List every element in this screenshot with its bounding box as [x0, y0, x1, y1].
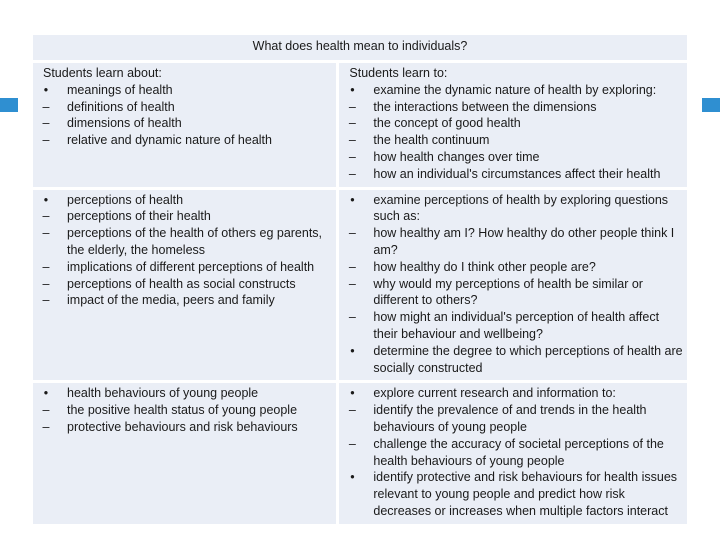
left-list-row-1: [39, 82, 332, 149]
list-item-text: identify protective and risk behaviours for health issues relevant to young people and predict how risk decreases or increases when multiple factors interact: [373, 470, 678, 518]
list-item: [345, 385, 683, 402]
list-item-text: the concept of good health: [373, 116, 521, 131]
dash-marker: –: [42, 133, 50, 148]
list-item-text: the health continuum: [373, 133, 490, 148]
list-item: [345, 82, 683, 99]
list-item-text: definitions of health: [67, 99, 175, 114]
accent-bar-left: [0, 98, 18, 112]
dash-marker: –: [42, 226, 50, 241]
list-item: [345, 276, 683, 310]
bullet-marker: •: [43, 386, 49, 401]
left-column-heading: Students learn about:: [43, 66, 162, 80]
accent-bar-right: [702, 98, 720, 112]
list-item-text: challenge the accuracy of societal perceptions of the health behaviours of young people: [373, 436, 664, 468]
list-item-text: examine the dynamic nature of health by exploring:: [373, 82, 657, 97]
left-list-row-3: [39, 385, 332, 435]
dash-marker: –: [348, 436, 356, 451]
syllabus-table: [30, 32, 690, 527]
bullet-marker: •: [350, 82, 355, 97]
dash-marker: –: [348, 276, 356, 291]
right-list-row-3: [345, 385, 683, 519]
list-item-text: explore current research and information to:: [373, 386, 616, 401]
list-item: [39, 419, 332, 436]
list-item: [345, 402, 683, 436]
dash-marker: –: [42, 209, 50, 224]
dash-marker: –: [348, 310, 356, 325]
right-list-row-2: [345, 192, 683, 377]
bullet-marker: •: [43, 192, 49, 207]
right-cell-row-3: [339, 383, 687, 523]
list-item: [345, 343, 683, 377]
dash-marker: –: [42, 419, 50, 434]
list-item: [345, 469, 683, 519]
dash-marker: –: [348, 226, 356, 241]
left-cell-row-1: [33, 63, 336, 187]
dash-marker: –: [42, 99, 50, 114]
list-item: [39, 385, 332, 402]
left-cell-row-3: [33, 383, 336, 523]
list-item: [345, 99, 683, 116]
list-item-text: the positive health status of young people: [67, 403, 298, 418]
list-item-text: meanings of health: [67, 82, 173, 97]
list-item: [39, 99, 332, 116]
list-item-text: relative and dynamic nature of health: [67, 133, 272, 148]
list-item-text: impact of the media, peers and family: [67, 293, 275, 308]
table-title: What does health mean to individuals?: [33, 35, 687, 60]
dash-marker: –: [348, 403, 356, 418]
right-cell-row-1: [339, 63, 687, 187]
dash-marker: –: [42, 276, 50, 291]
list-item: [345, 149, 683, 166]
dash-marker: –: [348, 99, 356, 114]
list-item-text: determine the degree to which perceptions of health are socially constructed: [373, 343, 683, 375]
dash-marker: –: [348, 133, 356, 148]
list-item: [345, 225, 683, 259]
list-item: [39, 276, 332, 293]
list-item-text: perceptions of the health of others eg parents, the elderly, the homeless: [67, 226, 323, 257]
dash-marker: –: [42, 259, 50, 274]
list-item-text: how healthy do I think other people are?: [373, 259, 596, 274]
list-item-text: perceptions of health as social constructs: [67, 276, 296, 291]
list-item-text: why would my perceptions of health be similar or different to others?: [373, 276, 643, 308]
dash-marker: –: [42, 116, 50, 131]
list-item-text: identify the prevalence of and trends in the health behaviours of young people: [373, 403, 647, 434]
list-item: [39, 259, 332, 276]
dash-marker: –: [348, 149, 356, 164]
left-cell-row-2: [33, 190, 336, 381]
list-item-text: the interactions between the dimensions: [373, 99, 597, 114]
list-item: [39, 402, 332, 419]
list-item: [39, 208, 332, 225]
list-item-text: perceptions of health: [67, 192, 184, 207]
list-item: [345, 259, 683, 276]
bullet-marker: •: [350, 470, 355, 485]
list-item: [345, 309, 683, 343]
list-item: [39, 192, 332, 209]
list-item: [345, 166, 683, 183]
list-item-text: how might an individual's perception of health affect their behaviour and wellbeing?: [373, 310, 660, 341]
list-item-text: how healthy am I? How healthy do other people think I am?: [373, 226, 675, 257]
list-item: [345, 115, 683, 132]
list-item-text: how health changes over time: [373, 149, 540, 164]
bullet-marker: •: [43, 82, 49, 97]
list-item-text: examine perceptions of health by exploring questions such as:: [373, 192, 669, 224]
dash-marker: –: [42, 293, 50, 308]
list-item: [345, 132, 683, 149]
list-item: [345, 436, 683, 470]
list-item-text: health behaviours of young people: [67, 386, 259, 401]
list-item: [39, 225, 332, 259]
list-item-text: implications of different perceptions of health: [67, 259, 315, 274]
list-item-text: how an individual's circumstances affect their health: [373, 166, 661, 181]
right-list-row-1: [345, 82, 683, 183]
list-item: [39, 82, 332, 99]
dash-marker: –: [42, 403, 50, 418]
bullet-marker: •: [350, 192, 355, 207]
bullet-marker: •: [350, 343, 355, 358]
list-item: [345, 192, 683, 226]
dash-marker: –: [348, 116, 356, 131]
list-item-text: dimensions of health: [67, 116, 182, 131]
list-item: [39, 115, 332, 132]
right-cell-row-2: [339, 190, 687, 381]
list-item: [39, 292, 332, 309]
bullet-marker: •: [350, 386, 355, 401]
list-item-text: perceptions of their health: [67, 209, 211, 224]
right-column-heading: Students learn to:: [349, 66, 448, 80]
dash-marker: –: [348, 259, 356, 274]
left-list-row-2: [39, 192, 332, 310]
list-item: [39, 132, 332, 149]
dash-marker: –: [348, 166, 356, 181]
list-item-text: protective behaviours and risk behaviours: [67, 419, 298, 434]
